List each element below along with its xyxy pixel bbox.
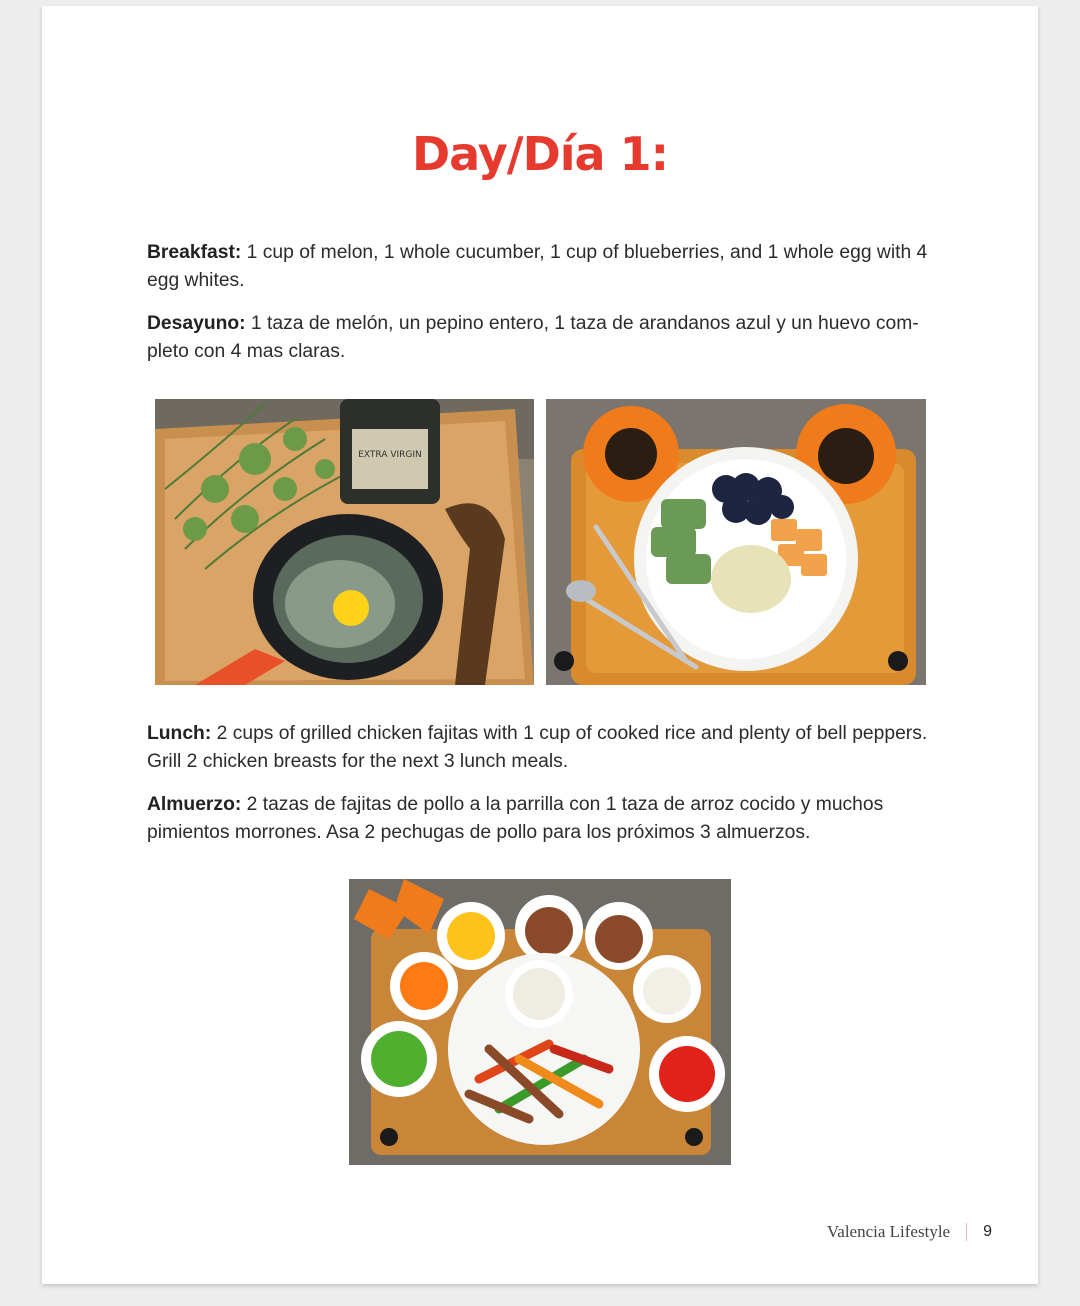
fajitas-photo xyxy=(349,879,731,1165)
almuerzo-label: Almuerzo: xyxy=(147,794,242,815)
page-title: Day/Día 1: xyxy=(411,127,668,181)
desayuno-text: 1 taza de melón, un pepino entero, 1 taza de arandanos azul y un huevo com-pleto con 4 mas claras. xyxy=(147,313,919,362)
almuerzo-paragraph xyxy=(147,791,937,847)
lunch-paragraph xyxy=(147,720,937,776)
breakfast-label: Breakfast: xyxy=(147,242,242,263)
breakfast-text: 1 cup of melon, 1 whole cucumber, 1 cup of blueberries, and 1 whole egg with 4 egg whites. xyxy=(147,242,928,291)
page-footer xyxy=(827,1222,992,1242)
breakfast-plate-photo xyxy=(546,399,926,685)
desayuno-paragraph xyxy=(147,310,937,366)
desayuno-label: Desayuno: xyxy=(147,313,246,334)
bottle-label-text: EXTRA VIRGIN xyxy=(358,450,422,460)
document-page xyxy=(42,6,1038,1284)
page-number: 9 xyxy=(983,1223,992,1240)
breakfast-paragraph xyxy=(147,239,937,295)
footer-brand: Valencia Lifestyle xyxy=(826,1222,951,1241)
footer-separator xyxy=(966,1223,967,1241)
almuerzo-text: 2 tazas de fajitas de pollo a la parrilla con 1 taza de arroz cocido y muchos pimientos morrones. Asa 2 pechugas de pollo para los próximos 3 almuerzos. xyxy=(147,794,884,843)
egg-pan-photo xyxy=(155,399,534,685)
lunch-label: Lunch: xyxy=(147,723,212,744)
lunch-text: 2 cups of grilled chicken fajitas with 1 cup of cooked rice and plenty of bell peppers. Grill 2 chicken breasts for the next 3 lunch meals. xyxy=(147,723,928,772)
